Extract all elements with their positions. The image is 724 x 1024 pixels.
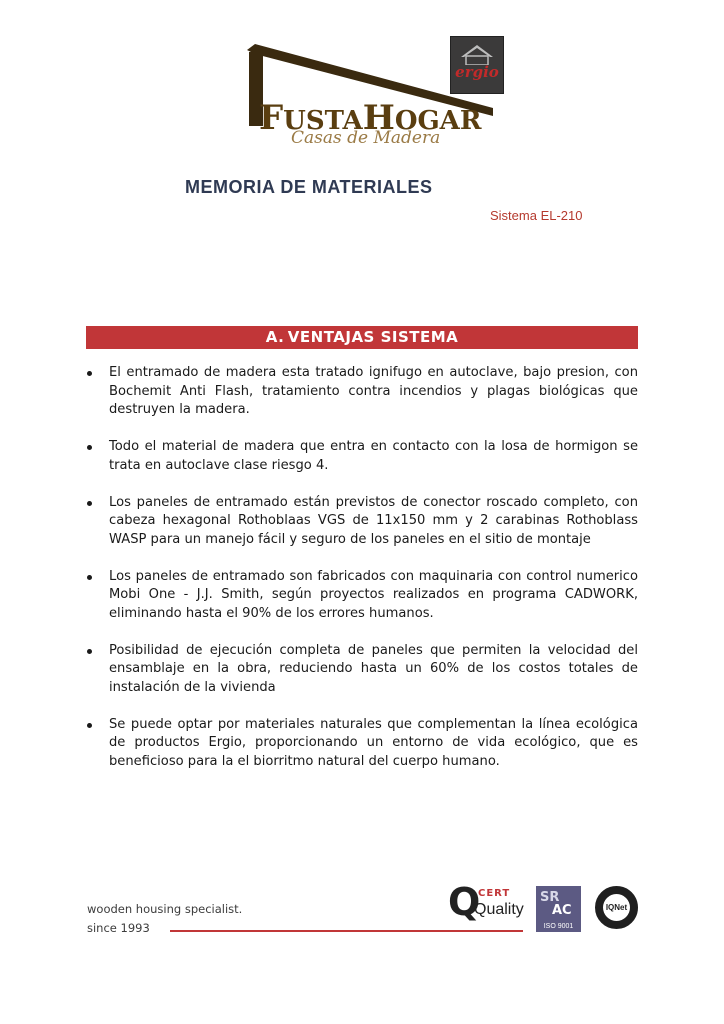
system-code: Sistema EL-210 (490, 208, 583, 223)
advantages-list (86, 364, 638, 790)
q-icon: Q (448, 880, 481, 924)
list-item: Los paneles de entramado están previstos de conector roscado completo, con cabeza hexagonal Rothoblaas VGS de 11x150 mm y 2 carabinas Rothoblass WASP para un manejo fácil y seguro de los paneles en el sitio de montaje (86, 494, 638, 550)
iqnet-seal: IQNet (595, 886, 638, 929)
bullet-icon (87, 575, 92, 580)
list-item: Posibilidad de ejecución completa de paneles que permiten la velocidad del ensamblaje en la obra, reduciendo hasta un 60% de los costos totales de instalación de la vivienda (86, 642, 638, 698)
bullet-icon (87, 649, 92, 654)
footer-since: since 1993 (87, 921, 150, 935)
list-item: Se puede optar por materiales naturales que complementan la línea ecológica de productos Ergio, proporcionando un entorno de vida ecológico, que es beneficioso para la el biorritmo natural del cuerpo humano. (86, 716, 638, 772)
list-item: El entramado de madera esta tratado ignifugo en autoclave, bajo presion, con Bochemit Anti Flash, tratamiento contra incendios y plagas biológicas que destruyen la madera. (86, 364, 638, 420)
brand-tagline: Casas de Madera (291, 128, 441, 148)
bullet-icon (87, 723, 92, 728)
house-icon (459, 43, 495, 65)
badge-text: ergio (455, 63, 499, 81)
footer-slogan: wooden housing specialist. (87, 902, 243, 916)
brand-name: FUSTAHOGAR (259, 98, 482, 138)
footer-divider (170, 930, 523, 932)
section-heading: A. VENTAJAS SISTEMA (86, 326, 638, 349)
bullet-icon (87, 501, 92, 506)
page-title: MEMORIA DE MATERIALES (185, 177, 433, 197)
list-item: Todo el material de madera que entra en contacto con la losa de hormigon se trata en autoclave clase riesgo 4. (86, 438, 638, 475)
ergio-badge (450, 36, 504, 94)
list-item: Los paneles de entramado son fabricados con maquinaria con control numerico Mobi One - J.J. Smith, según proyectos realizados en programa CADWORK, eliminando hasta el 90% de los errores humanos. (86, 568, 638, 624)
company-logo (245, 36, 505, 146)
srac-logo: SR AC ISO 9001 (536, 886, 581, 932)
bullet-icon (87, 445, 92, 450)
bullet-icon (87, 371, 92, 376)
qcert-logo: Q CERT Quality (448, 880, 524, 924)
